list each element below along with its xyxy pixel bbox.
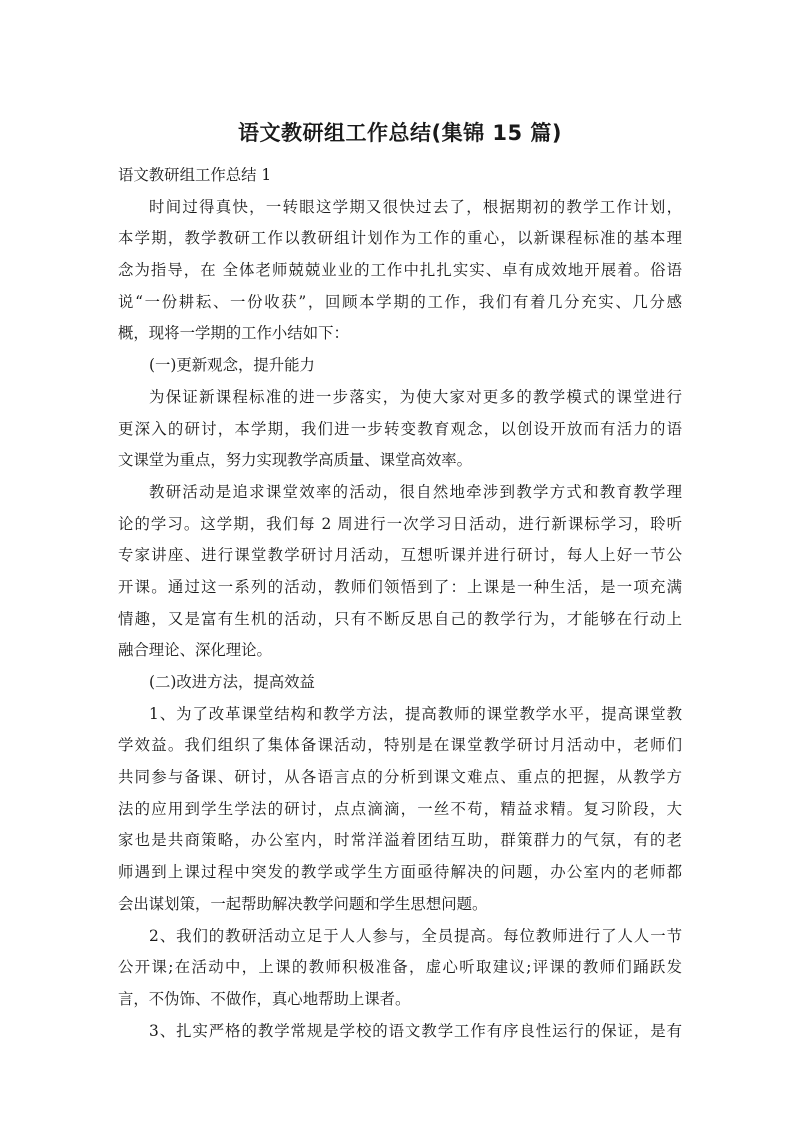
paragraph-line: 师遇到上课过程中突发的教学或学生方面亟待解决的问题，办公室内的老师都 <box>118 863 682 882</box>
subsection-heading: (一)更新观念，提升能力 <box>149 356 315 375</box>
paragraph-line: 法的应用到学生学法的研讨，点点滴滴，一丝不苟，精益求精。复习阶段，大 <box>118 799 682 818</box>
document-title: 语文教研组工作总结(集锦 15 篇) <box>237 121 563 145</box>
document-body <box>118 160 682 1047</box>
paragraph-line: 专家讲座、进行课堂教学研讨月活动，互想听课并进行研讨，每人上好一节公 <box>118 546 682 565</box>
paragraph-line: 1、为了改革课堂结构和教学方法，提高教师的课堂教学水平，提高课堂教 <box>149 704 682 723</box>
paragraph-line: 时间过得真快，一转眼这学期又很快过去了，根据期初的教学工作计划， <box>149 197 682 216</box>
paragraph-line: 融合理论、深化理论。 <box>118 641 272 660</box>
paragraph-line: 概，现将一学期的工作小结如下： <box>118 324 349 343</box>
subsection-heading: (二)改进方法，提高效益 <box>149 673 315 691</box>
paragraph-line: 本学期，教学教研工作以教研组计划作为工作的重心，以新课程标准的基本理 <box>118 229 682 248</box>
section-heading: 语文教研组工作总结 1 <box>118 166 272 184</box>
paragraph-line: 为保证新课程标准的进一步落实，为使大家对更多的教学模式的课堂进行 <box>149 387 682 406</box>
paragraph-line: 共同参与备课、研讨，从各语言点的分析到课文难点、重点的把握，从教学方 <box>118 768 682 787</box>
paragraph-line: 言，不伪饰、不做作，真心地帮助上课者。 <box>118 989 411 1008</box>
paragraph-line: 文课堂为重点，努力实现教学高质量、课堂高效率。 <box>118 451 472 470</box>
paragraph-line: 情趣，又是富有生机的活动，只有不断反思自己的教学行为，才能够在行动上 <box>118 609 682 628</box>
paragraph-line: 更深入的研讨，本学期，我们进一步转变教育观念，以创设开放而有活力的语 <box>118 419 682 438</box>
paragraph-line: 念为指导，在 全体老师兢兢业业的工作中扎扎实实、卓有成效地开展着。俗语 <box>118 261 682 280</box>
paragraph-line: 会出谋划策，一起帮助解决教学问题和学生思想问题。 <box>118 894 488 913</box>
paragraph-line: 学效益。我们组织了集体备课活动，特别是在课堂教学研讨月活动中，老师们 <box>118 736 682 755</box>
paragraph-line: 公开课;在活动中，上课的教师积极准备，虚心听取建议;评课的教师们踊跃发 <box>118 958 682 977</box>
paragraph-line: 2、我们的教研活动立足于人人参与，全员提高。每位教师进行了人人一节 <box>149 926 682 945</box>
paragraph-line: 论的学习。这学期，我们每 2 周进行一次学习日活动，进行新课标学习，聆听 <box>118 514 682 533</box>
paragraph-line: 教研活动是追求课堂效率的活动，很自然地牵涉到教学方式和教育教学理 <box>149 482 682 501</box>
paragraph-line: 开课。通过这一系列的活动，教师们领悟到了：上课是一种生活，是一项充满 <box>118 577 682 596</box>
paragraph-line: 说“一份耕耘、一份收获”，回顾本学期的工作，我们有着几分充实、几分感 <box>118 292 682 311</box>
paragraph-line: 3、扎实严格的教学常规是学校的语文教学工作有序良性运行的保证，是有 <box>149 1021 682 1040</box>
paragraph-line: 家也是共商策略，办公室内，时常洋溢着团结互助，群策群力的气氛，有的老 <box>118 831 682 850</box>
